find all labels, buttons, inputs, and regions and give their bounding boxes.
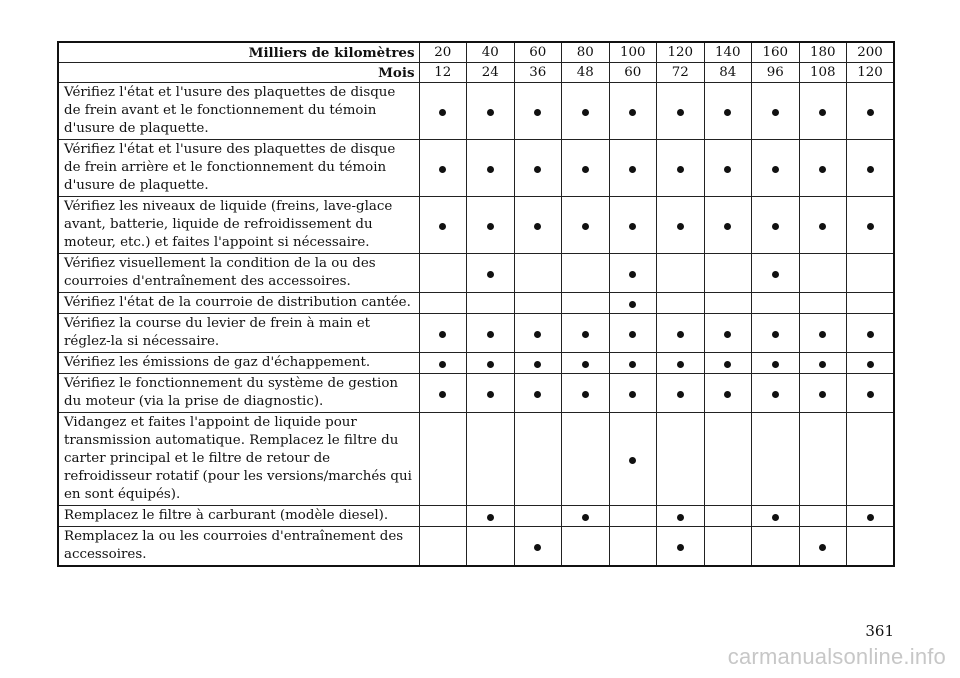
empty-interval-cell: [657, 254, 705, 293]
bullet-icon: [819, 361, 826, 368]
service-mark-cell: [752, 83, 800, 140]
service-mark-cell: [752, 353, 800, 374]
page-number: 361: [865, 622, 894, 640]
service-mark-cell: [657, 140, 705, 197]
table-row: [58, 527, 894, 567]
header-row-km: [58, 42, 894, 63]
bullet-icon: [534, 223, 541, 230]
bullet-icon: [772, 223, 779, 230]
table-row: [58, 293, 894, 314]
service-mark-cell: [514, 527, 562, 567]
empty-interval-cell: [562, 527, 610, 567]
bullet-icon: [772, 391, 779, 398]
service-mark-cell: [657, 353, 705, 374]
bullet-icon: [582, 223, 589, 230]
service-mark-cell: [419, 140, 467, 197]
service-mark-cell: [847, 140, 895, 197]
table-row: [58, 197, 894, 254]
bullet-icon: [677, 391, 684, 398]
service-mark-cell: [752, 314, 800, 353]
bullet-icon: [867, 361, 874, 368]
header-months-cell: 84: [704, 63, 752, 83]
service-mark-cell: [419, 374, 467, 413]
bullet-icon: [439, 361, 446, 368]
service-mark-cell: [467, 83, 515, 140]
table-row: [58, 140, 894, 197]
header-km-cell: 120: [657, 42, 705, 63]
bullet-icon: [487, 109, 494, 116]
empty-interval-cell: [704, 293, 752, 314]
service-mark-cell: [752, 140, 800, 197]
service-mark-cell: [704, 314, 752, 353]
header-km-cell: 180: [799, 42, 847, 63]
bullet-icon: [867, 391, 874, 398]
table-row: [58, 83, 894, 140]
service-mark-cell: [467, 140, 515, 197]
bullet-icon: [534, 331, 541, 338]
bullet-icon: [582, 361, 589, 368]
service-mark-cell: [467, 314, 515, 353]
service-mark-cell: [609, 254, 657, 293]
service-mark-cell: [704, 83, 752, 140]
empty-interval-cell: [609, 506, 657, 527]
service-mark-cell: [799, 527, 847, 567]
service-mark-cell: [847, 83, 895, 140]
bullet-icon: [582, 166, 589, 173]
service-mark-cell: [609, 293, 657, 314]
service-mark-cell: [467, 197, 515, 254]
header-km-cell: 160: [752, 42, 800, 63]
service-mark-cell: [799, 197, 847, 254]
bullet-icon: [487, 223, 494, 230]
service-mark-cell: [467, 506, 515, 527]
empty-interval-cell: [419, 413, 467, 506]
service-mark-cell: [799, 83, 847, 140]
bullet-icon: [629, 361, 636, 368]
service-mark-cell: [847, 506, 895, 527]
service-mark-cell: [847, 353, 895, 374]
table-row: [58, 254, 894, 293]
bullet-icon: [534, 166, 541, 173]
header-months-cell: 60: [609, 63, 657, 83]
empty-interval-cell: [562, 413, 610, 506]
bullet-icon: [677, 544, 684, 551]
service-mark-cell: [609, 353, 657, 374]
bullet-icon: [867, 166, 874, 173]
service-mark-cell: [514, 314, 562, 353]
service-mark-cell: [562, 140, 610, 197]
empty-interval-cell: [752, 293, 800, 314]
bullet-icon: [677, 109, 684, 116]
bullet-icon: [487, 331, 494, 338]
bullet-icon: [867, 331, 874, 338]
bullet-icon: [819, 391, 826, 398]
service-mark-cell: [704, 353, 752, 374]
service-mark-cell: [799, 314, 847, 353]
service-mark-cell: [657, 506, 705, 527]
task-description: Vérifiez le fonctionnement du système de gestion du moteur (via la prise de diagnostic).: [58, 374, 419, 413]
bullet-icon: [487, 166, 494, 173]
bullet-icon: [819, 109, 826, 116]
service-mark-cell: [657, 83, 705, 140]
task-description: Vérifiez visuellement la condition de la ou des courroies d'entraînement des accessoires.: [58, 254, 419, 293]
service-mark-cell: [609, 374, 657, 413]
bullet-icon: [534, 109, 541, 116]
empty-interval-cell: [847, 293, 895, 314]
header-months-cell: 108: [799, 63, 847, 83]
bullet-icon: [487, 361, 494, 368]
service-mark-cell: [562, 314, 610, 353]
bullet-icon: [487, 391, 494, 398]
service-mark-cell: [419, 353, 467, 374]
empty-interval-cell: [419, 254, 467, 293]
empty-interval-cell: [609, 527, 657, 567]
bullet-icon: [819, 166, 826, 173]
empty-interval-cell: [657, 413, 705, 506]
empty-interval-cell: [562, 293, 610, 314]
empty-interval-cell: [752, 413, 800, 506]
empty-interval-cell: [847, 254, 895, 293]
empty-interval-cell: [467, 527, 515, 567]
service-mark-cell: [514, 353, 562, 374]
task-description: Vérifiez la course du levier de frein à main et réglez-la si nécessaire.: [58, 314, 419, 353]
bullet-icon: [629, 223, 636, 230]
empty-interval-cell: [847, 413, 895, 506]
service-mark-cell: [562, 506, 610, 527]
bullet-icon: [677, 361, 684, 368]
task-description: Remplacez la ou les courroies d'entraînement des accessoires.: [58, 527, 419, 567]
bullet-icon: [439, 331, 446, 338]
service-mark-cell: [657, 197, 705, 254]
header-months-cell: 12: [419, 63, 467, 83]
task-description: Vérifiez l'état de la courroie de distribution cantée.: [58, 293, 419, 314]
bullet-icon: [677, 223, 684, 230]
bullet-icon: [582, 331, 589, 338]
service-mark-cell: [799, 374, 847, 413]
header-km-cell: 60: [514, 42, 562, 63]
header-months-cell: 48: [562, 63, 610, 83]
bullet-icon: [629, 457, 636, 464]
task-description: Vidangez et faites l'appoint de liquide pour transmission automatique. Remplacez le filtre du carter principal et le filtre de retour de refroidisseur rotatif (pour les versions/marchés qui en sont équipés).: [58, 413, 419, 506]
bullet-icon: [772, 361, 779, 368]
service-mark-cell: [847, 197, 895, 254]
empty-interval-cell: [799, 413, 847, 506]
service-mark-cell: [752, 506, 800, 527]
empty-interval-cell: [847, 527, 895, 567]
empty-interval-cell: [514, 506, 562, 527]
header-months-cell: 36: [514, 63, 562, 83]
empty-interval-cell: [799, 254, 847, 293]
service-mark-cell: [704, 197, 752, 254]
task-description: Vérifiez les niveaux de liquide (freins, lave-glace avant, batterie, liquide de refroidissement du moteur, etc.) et faites l'appoint si nécessaire.: [58, 197, 419, 254]
service-mark-cell: [799, 140, 847, 197]
maintenance-table: [57, 41, 895, 567]
header-km-cell: 20: [419, 42, 467, 63]
service-mark-cell: [467, 374, 515, 413]
service-mark-cell: [562, 197, 610, 254]
bullet-icon: [724, 223, 731, 230]
maintenance-table-body: [58, 42, 894, 566]
header-months-cell: 72: [657, 63, 705, 83]
empty-interval-cell: [752, 527, 800, 567]
bullet-icon: [677, 331, 684, 338]
service-mark-cell: [609, 413, 657, 506]
bullet-icon: [867, 514, 874, 521]
bullet-icon: [629, 271, 636, 278]
empty-interval-cell: [704, 413, 752, 506]
service-mark-cell: [514, 197, 562, 254]
header-months-cell: 96: [752, 63, 800, 83]
service-mark-cell: [467, 353, 515, 374]
service-mark-cell: [562, 374, 610, 413]
service-mark-cell: [562, 83, 610, 140]
bullet-icon: [439, 391, 446, 398]
service-mark-cell: [419, 197, 467, 254]
bullet-icon: [534, 544, 541, 551]
empty-interval-cell: [514, 293, 562, 314]
bullet-icon: [772, 271, 779, 278]
service-mark-cell: [609, 140, 657, 197]
bullet-icon: [867, 223, 874, 230]
empty-interval-cell: [467, 413, 515, 506]
bullet-icon: [629, 331, 636, 338]
service-mark-cell: [847, 314, 895, 353]
bullet-icon: [534, 361, 541, 368]
service-mark-cell: [704, 140, 752, 197]
bullet-icon: [772, 166, 779, 173]
table-row: [58, 506, 894, 527]
bullet-icon: [724, 331, 731, 338]
table-row: [58, 413, 894, 506]
bullet-icon: [724, 361, 731, 368]
bullet-icon: [582, 109, 589, 116]
header-row-months: [58, 63, 894, 83]
bullet-icon: [629, 301, 636, 308]
bullet-icon: [582, 514, 589, 521]
bullet-icon: [677, 514, 684, 521]
header-km-cell: 200: [847, 42, 895, 63]
table-row: [58, 353, 894, 374]
bullet-icon: [677, 166, 684, 173]
service-mark-cell: [609, 197, 657, 254]
bullet-icon: [629, 109, 636, 116]
service-mark-cell: [847, 374, 895, 413]
service-mark-cell: [799, 353, 847, 374]
header-months-cell: 24: [467, 63, 515, 83]
task-description: Vérifiez l'état et l'usure des plaquettes de disque de frein arrière et le fonctionnement du témoin d'usure de plaquette.: [58, 140, 419, 197]
watermark-text: carmanualsonline.info: [727, 644, 946, 669]
service-mark-cell: [514, 140, 562, 197]
empty-interval-cell: [419, 506, 467, 527]
task-description: Remplacez le filtre à carburant (modèle diesel).: [58, 506, 419, 527]
empty-interval-cell: [799, 506, 847, 527]
header-km-label: Milliers de kilomètres: [58, 42, 419, 63]
empty-interval-cell: [657, 293, 705, 314]
service-mark-cell: [752, 254, 800, 293]
service-mark-cell: [609, 83, 657, 140]
header-km-cell: 140: [704, 42, 752, 63]
service-mark-cell: [467, 254, 515, 293]
empty-interval-cell: [419, 293, 467, 314]
bullet-icon: [819, 544, 826, 551]
bullet-icon: [724, 109, 731, 116]
bullet-icon: [819, 331, 826, 338]
table-row: [58, 374, 894, 413]
service-mark-cell: [419, 83, 467, 140]
service-mark-cell: [514, 83, 562, 140]
empty-interval-cell: [704, 254, 752, 293]
empty-interval-cell: [514, 413, 562, 506]
empty-interval-cell: [704, 527, 752, 567]
header-km-cell: 80: [562, 42, 610, 63]
bullet-icon: [772, 514, 779, 521]
bullet-icon: [487, 514, 494, 521]
bullet-icon: [867, 109, 874, 116]
bullet-icon: [724, 391, 731, 398]
empty-interval-cell: [419, 527, 467, 567]
task-description: Vérifiez les émissions de gaz d'échappement.: [58, 353, 419, 374]
header-months-cell: 120: [847, 63, 895, 83]
empty-interval-cell: [467, 293, 515, 314]
empty-interval-cell: [799, 293, 847, 314]
service-mark-cell: [752, 197, 800, 254]
header-months-label: Mois: [58, 63, 419, 83]
bullet-icon: [629, 391, 636, 398]
service-mark-cell: [657, 314, 705, 353]
bullet-icon: [629, 166, 636, 173]
service-mark-cell: [657, 374, 705, 413]
table-row: [58, 314, 894, 353]
empty-interval-cell: [704, 506, 752, 527]
bullet-icon: [582, 391, 589, 398]
service-mark-cell: [562, 353, 610, 374]
bullet-icon: [439, 109, 446, 116]
service-mark-cell: [419, 314, 467, 353]
header-km-cell: 100: [609, 42, 657, 63]
service-mark-cell: [657, 527, 705, 567]
empty-interval-cell: [562, 254, 610, 293]
bullet-icon: [439, 166, 446, 173]
service-mark-cell: [704, 374, 752, 413]
service-mark-cell: [514, 374, 562, 413]
service-mark-cell: [609, 314, 657, 353]
bullet-icon: [487, 271, 494, 278]
empty-interval-cell: [514, 254, 562, 293]
bullet-icon: [724, 166, 731, 173]
bullet-icon: [819, 223, 826, 230]
header-km-cell: 40: [467, 42, 515, 63]
bullet-icon: [772, 109, 779, 116]
bullet-icon: [772, 331, 779, 338]
service-mark-cell: [752, 374, 800, 413]
task-description: Vérifiez l'état et l'usure des plaquettes de disque de frein avant et le fonctionnement du témoin d'usure de plaquette.: [58, 83, 419, 140]
bullet-icon: [534, 391, 541, 398]
bullet-icon: [439, 223, 446, 230]
